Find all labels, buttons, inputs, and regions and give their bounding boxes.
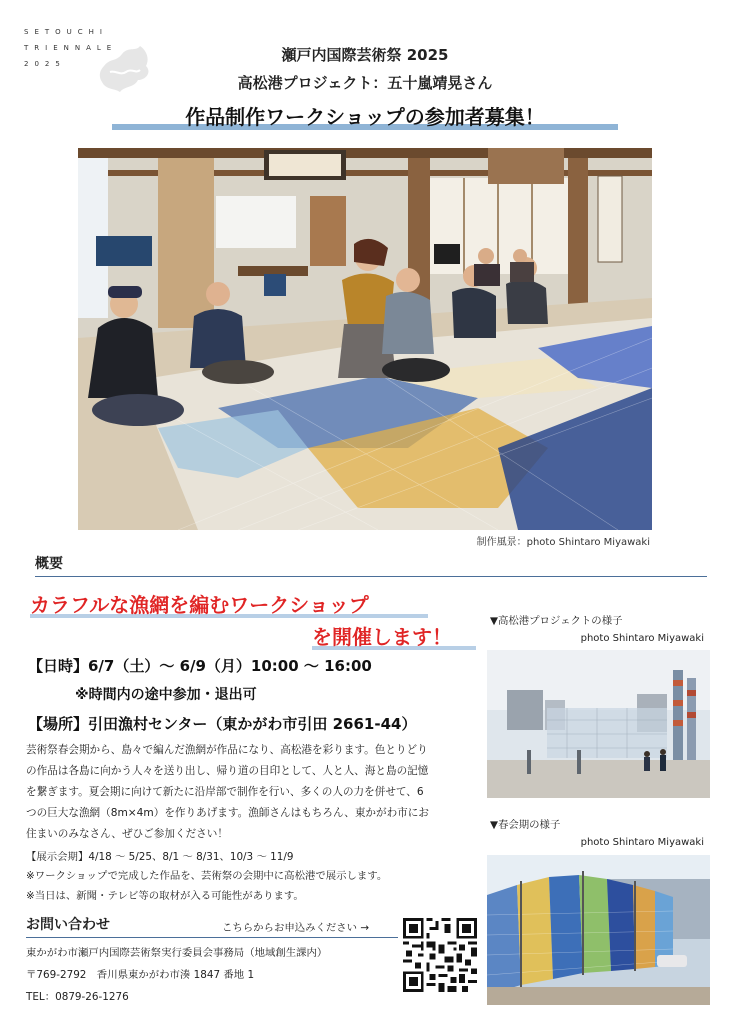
side-photo-1-label: ▼高松港プロジェクトの様子	[490, 615, 623, 627]
workshop-photo	[78, 148, 652, 530]
apply-prompt: こちらからお申込みください →	[222, 922, 370, 934]
festival-title: 瀬戸内国際芸術祭 2025	[281, 46, 449, 64]
event-date: 【日時】6/7（土）～ 6/9（月）10:00 ～ 16:00	[28, 657, 372, 675]
logo-line-1: SETOUCHI	[24, 28, 108, 36]
spring-session-photo	[487, 855, 710, 1005]
headline: 作品制作ワークショップの参加者募集！	[185, 105, 545, 129]
participation-note: ※時間内の途中参加・退出可	[75, 687, 257, 703]
contact-divider	[26, 937, 398, 938]
logo-line-2: TRIENNALE	[24, 44, 118, 52]
overview-section-title: 概要	[35, 556, 63, 572]
exhibition-period: 【展示会期】4/18 ～ 5/25、8/1 ～ 8/31、10/3 ～ 11/9	[26, 851, 294, 863]
overview-divider	[35, 576, 707, 577]
description-paragraph	[26, 740, 480, 845]
application-qr-code[interactable]	[403, 918, 477, 992]
side-photo-1-credit: photo Shintaro Miyawaki	[580, 633, 704, 644]
media-note: ※当日は、新聞・テレビ等の取材が入る可能性があります。	[26, 890, 304, 902]
contact-title: お問い合わせ	[26, 917, 110, 933]
description-line: 住まいのみなさん、ぜひご参加ください！	[26, 828, 228, 840]
red-headline-line-1: カラフルな漁網を編むワークショップ	[30, 593, 369, 617]
event-venue: 【場所】引田漁村センター（東かがわ市引田 2661-44）	[28, 715, 417, 733]
takamatsu-port-photo	[487, 650, 710, 798]
contact-organization: 東かがわ市瀬戸内国際芸術祭実行委員会事務局（地域創生課内）	[26, 947, 328, 959]
description-line: 芸術祭春会期から、島々で編んだ漁網が作品になり、高松港を彩ります。色とりどり	[26, 744, 428, 756]
side-photo-2-credit: photo Shintaro Miyawaki	[580, 837, 704, 848]
description-line: の作品は各島に向かう人々を送り出し、帰り道の目印として、人と人、海と島の記憶	[26, 765, 429, 777]
contact-address: 〒769-2792 香川県東かがわ市湊 1847 番地 1	[26, 969, 255, 981]
contact-phone: TEL：0879-26-1276	[26, 991, 129, 1003]
exhibition-note: ※ワークショップで完成した作品を、芸術祭の会期中に高松港で展示します。	[26, 870, 388, 882]
qr-code-icon	[403, 918, 477, 992]
red-headline-line-2: を開催します！	[312, 625, 452, 649]
side-photo-2-label: ▼春会期の様子	[490, 819, 561, 831]
description-line: を繋ぎます。夏会期に向けて新たに沿岸部で制作を行い、多くの人の力を併せて、6	[26, 786, 424, 798]
description-line: つの巨大な漁網（8m×4m）を作りあげます。漁師さんはもちろん、東かがわ市にお	[26, 807, 429, 819]
main-photo-caption: 制作風景：photo Shintaro Miyawaki	[476, 537, 650, 548]
project-title: 高松港プロジェクト：五十嵐靖晃さん	[237, 74, 493, 92]
logo-line-3: 2025	[24, 60, 66, 68]
